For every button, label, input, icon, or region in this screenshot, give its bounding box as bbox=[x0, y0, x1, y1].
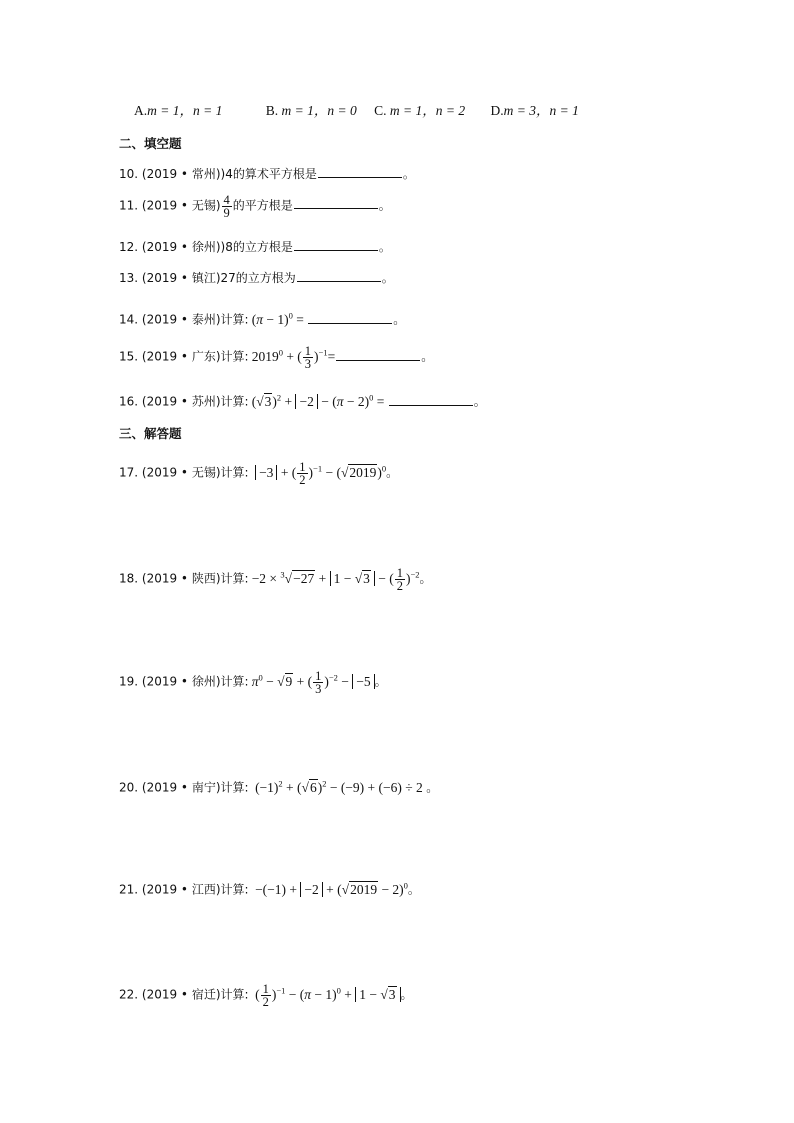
q17-suffix: 。 bbox=[386, 465, 399, 480]
q10-suffix: 。 bbox=[402, 167, 415, 181]
q10-answer-blank[interactable] bbox=[318, 165, 402, 178]
q12-answer-blank[interactable] bbox=[294, 238, 378, 251]
q21-expression: $-(-1) + -2 + (√2019 - 2)^0$ bbox=[251, 880, 408, 897]
q15-expression: $2019^0$ + ( $\frac{1}{3}$ )$^{-1}$= bbox=[251, 343, 336, 371]
q22-prefix: 22. (2019 • 宿迁)计算: bbox=[119, 987, 249, 1002]
q15-prefix: 15. (2019 • 广东)计算: bbox=[119, 349, 249, 364]
option-b-expr: m = 1，n = 0 bbox=[281, 103, 357, 118]
q14-expression: $(\pi - 1)^0$ = bbox=[251, 310, 308, 327]
q11-numerator: 4 bbox=[223, 193, 230, 207]
option-a bbox=[134, 101, 222, 121]
question-20 bbox=[119, 773, 438, 798]
q11-answer-blank[interactable] bbox=[294, 196, 378, 209]
q21-suffix: 。 bbox=[407, 882, 420, 897]
question-21 bbox=[119, 875, 420, 900]
q10-prefix: 10. (2019 • 常州))4的算术平方根是 bbox=[119, 167, 317, 181]
q21-prefix: 21. (2019 • 江西)计算: bbox=[119, 882, 249, 897]
option-b bbox=[266, 101, 357, 121]
q15-answer-blank[interactable] bbox=[336, 348, 420, 361]
question-19 bbox=[119, 667, 387, 695]
q12-suffix: 。 bbox=[378, 240, 391, 254]
q15-suffix: 。 bbox=[421, 349, 434, 364]
section-answer-title: 三、解答题 bbox=[119, 426, 182, 441]
q17-expression: −3 + ( $\frac{1}{2}$ )$^{-1} - (√2019)^0$ bbox=[252, 465, 386, 480]
option-a-label: A. bbox=[134, 103, 148, 118]
q19-expression: $\pi^0 - √9$ + ( $\frac{1}{3}$ )$^{-2}$ − −5 bbox=[252, 674, 375, 689]
q14-prefix: 14. (2019 • 泰州)计算: bbox=[119, 312, 249, 327]
question-11 bbox=[119, 194, 391, 219]
q14-suffix: 。 bbox=[393, 312, 406, 327]
q16-prefix: 16. (2019 • 苏州)计算: bbox=[119, 394, 249, 409]
q11-suffix: 。 bbox=[378, 198, 391, 213]
q13-suffix: 。 bbox=[381, 271, 394, 285]
option-c bbox=[374, 101, 465, 121]
option-c-expr: m = 1，n = 2 bbox=[389, 103, 466, 118]
option-d-expr: m = 3，n = 1 bbox=[503, 103, 579, 118]
question-16 bbox=[119, 387, 486, 412]
q16-suffix: 。 bbox=[473, 394, 486, 409]
question-18 bbox=[119, 564, 432, 592]
q19-prefix: 19. (2019 • 徐州)计算: bbox=[119, 674, 249, 689]
q18-expression: −2 × $^3$√−27 + 1 − √3 − ( $\frac{1}{2}$ )$^{-2}$ bbox=[251, 565, 420, 593]
q20-prefix: 20. (2019 • 南宁)计算: bbox=[119, 780, 249, 795]
q16-expression: $(√3)^2 + -2 - (\pi - 2)^0$ = bbox=[251, 392, 388, 409]
section-fill-in-title: 二、填空题 bbox=[119, 136, 182, 151]
option-d bbox=[490, 101, 578, 121]
q9-options bbox=[134, 101, 579, 121]
question-13 bbox=[119, 268, 394, 288]
q19-suffix: 。 bbox=[374, 674, 387, 689]
q20-expression: $(-1)^2 + (√6)^2 - (-9) + (-6) \div 2$ bbox=[251, 778, 427, 795]
q13-prefix: 13. (2019 • 镇江)27的立方根为 bbox=[119, 271, 296, 285]
q11-text: 的平方根是 bbox=[232, 198, 293, 213]
q16-answer-blank[interactable] bbox=[389, 393, 473, 406]
q22-suffix: 。 bbox=[400, 987, 413, 1002]
option-d-label: D. bbox=[490, 103, 504, 118]
q12-prefix: 12. (2019 • 徐州))8的立方根是 bbox=[119, 240, 293, 254]
question-12 bbox=[119, 237, 391, 257]
q11-prefix: 11. (2019 • 无锡) bbox=[119, 198, 221, 213]
option-a-expr: m = 1，n = 1 bbox=[147, 103, 223, 118]
question-14 bbox=[119, 305, 405, 330]
option-c-label: C. bbox=[374, 103, 387, 118]
q18-suffix: 。 bbox=[419, 571, 432, 586]
question-22 bbox=[119, 980, 413, 1008]
q11-fraction bbox=[222, 194, 232, 219]
option-b-label: B. bbox=[265, 103, 279, 118]
q14-answer-blank[interactable] bbox=[308, 311, 392, 324]
question-17 bbox=[119, 458, 398, 486]
question-15 bbox=[119, 342, 433, 370]
q18-prefix: 18. (2019 • 陕西)计算: bbox=[119, 571, 249, 586]
q22-expression: ( $\frac{1}{2}$ )$^{-1} - (\pi - 1)^0 + 1 - √3$ bbox=[252, 987, 401, 1002]
q11-denominator: 9 bbox=[223, 206, 230, 220]
question-10 bbox=[119, 164, 415, 184]
q13-answer-blank[interactable] bbox=[297, 269, 381, 282]
q20-suffix: 。 bbox=[426, 780, 439, 795]
q17-prefix: 17. (2019 • 无锡)计算: bbox=[119, 465, 249, 480]
